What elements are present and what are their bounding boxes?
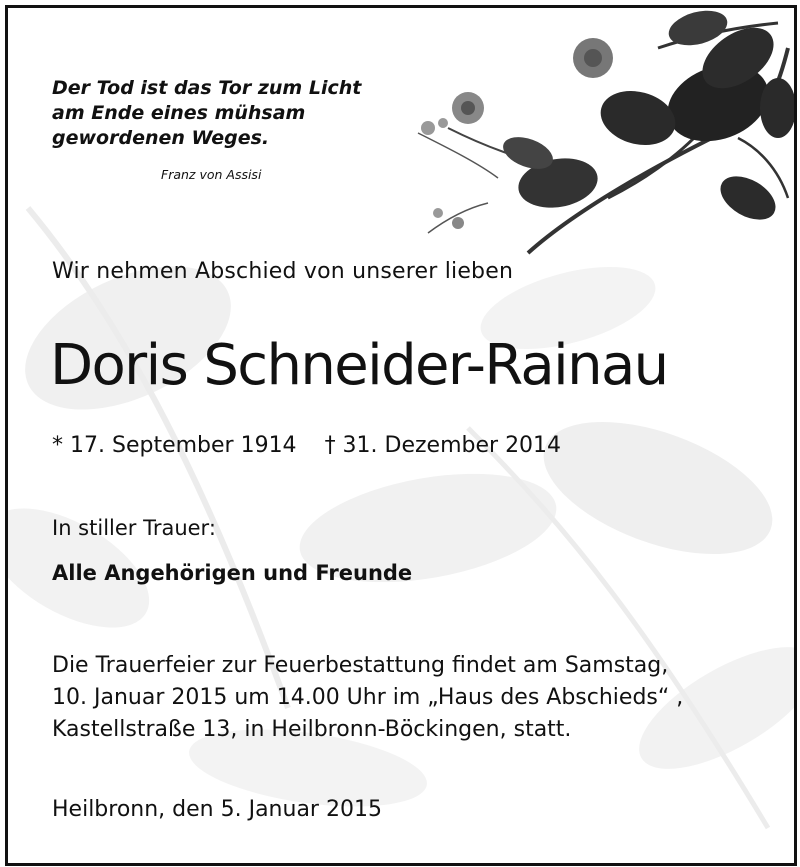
mourners: Alle Angehörigen und Freunde (52, 561, 413, 585)
deceased-name: Doris Schneider-Rainau (50, 333, 668, 398)
quote-line: Der Tod ist das Tor zum Licht (52, 77, 362, 99)
flower-branch (418, 8, 794, 253)
birth-date: * 17. September 1914 (52, 433, 297, 458)
ceremony-line: 10. Januar 2015 um 14.00 Uhr im „Haus des Abschieds“ , (52, 685, 684, 710)
quote (52, 76, 361, 151)
intro-text: Wir nehmen Abschied von unserer lieben (52, 259, 514, 284)
death-date: † 31. Dezember 2014 (324, 433, 562, 458)
place-date: Heilbronn, den 5. Januar 2015 (52, 797, 382, 822)
ceremony-line: Kastellstraße 13, in Heilbronn-Böckingen, statt. (52, 717, 572, 742)
ceremony-line: Die Trauerfeier zur Feuerbestattung findet am Samstag, (52, 653, 669, 678)
ceremony-info (52, 650, 683, 746)
mourning-label: In stiller Trauer: (52, 516, 216, 540)
life-dates (52, 433, 561, 458)
quote-line: am Ende eines mühsam (52, 102, 306, 124)
quote-author: Franz von Assisi (161, 167, 262, 182)
obituary-frame (5, 5, 797, 866)
quote-line: gewordenen Weges. (52, 127, 270, 149)
